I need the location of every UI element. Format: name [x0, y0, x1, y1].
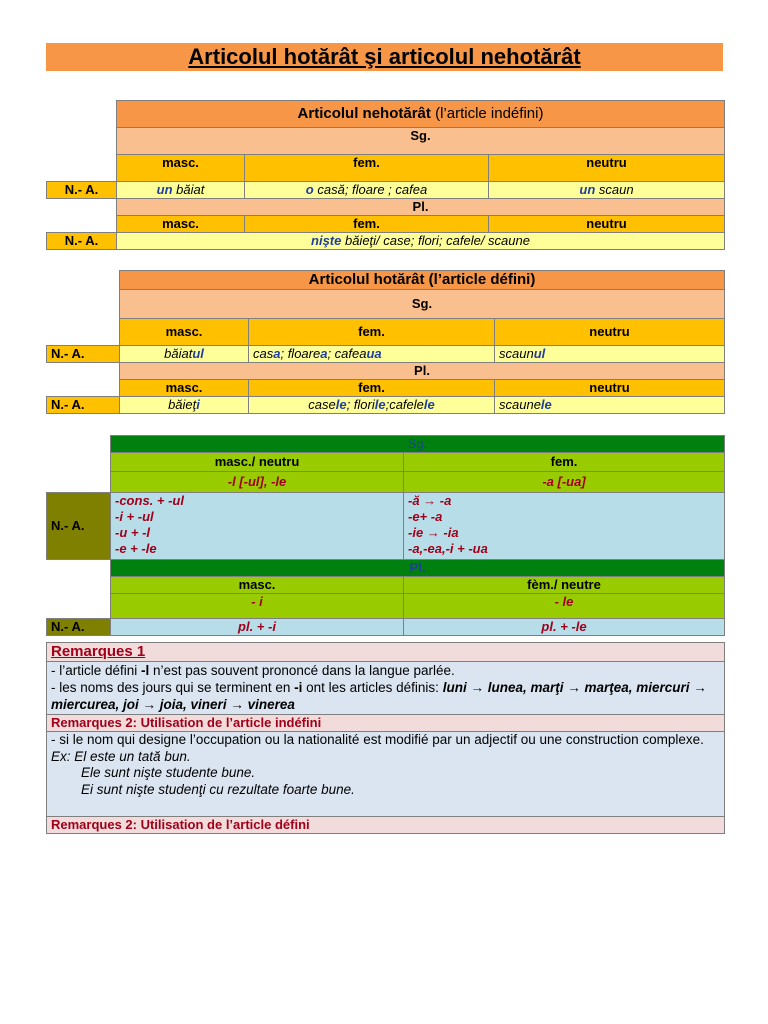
- col-neutru: neutru: [489, 216, 725, 233]
- rule: -ă → -a: [408, 493, 452, 508]
- sg-fem-ending: -a [-ua]: [404, 472, 725, 493]
- cell-pl-neu: scaunele: [495, 397, 725, 414]
- sg-label: Sg.: [111, 436, 725, 453]
- col-masc: masc.: [111, 577, 404, 594]
- row-na: N.- A.: [47, 493, 111, 560]
- endings-table: [46, 435, 725, 636]
- masc-rules: [111, 493, 404, 560]
- rule: -i + -ul: [115, 509, 154, 524]
- col-fem-neutre: fèm./ neutre: [404, 577, 725, 594]
- cell-sg-neu: scaunul: [495, 346, 725, 363]
- rule: -e+ -a: [408, 509, 443, 524]
- sg-masc-ending: -l [-ul], -le: [111, 472, 404, 493]
- col-neutru: neutru: [495, 380, 725, 397]
- cell-pl-fem: casele; florile;cafelele: [249, 397, 495, 414]
- sg-label: Sg.: [120, 290, 725, 319]
- remarks-table: [46, 642, 725, 834]
- pl-label: Pl.: [111, 560, 725, 577]
- col-fem: fem.: [245, 216, 489, 233]
- rule: -ie → -ia: [408, 525, 459, 540]
- remarks-1-body: - l’article défini -l n’est pas souvent prononcé dans la langue parlée. - les noms des jours qui se terminent en -i ont les articles définis: luni → lunea, marţi → marţea, miercuri → miercurea, joi → joia, vineri → vinerea: [47, 662, 725, 715]
- remarks-1-title: Remarques 1: [47, 643, 725, 662]
- pl-masc-ending: - i: [111, 594, 404, 619]
- remarks-2-body: - si le nom qui designe l’occupation ou la nationalité est modifié par un adjectif ou une construction complexe. Ex: El este un tată bun. Ele sunt nişte studente bune. Ei sunt nişte studenţi cu rezultate foarte bune.: [47, 732, 725, 817]
- pl-masc-rule: pl. + -i: [111, 619, 404, 636]
- col-fem: fem.: [249, 380, 495, 397]
- col-masc: masc.: [117, 216, 245, 233]
- rule: -u + -l: [115, 525, 151, 540]
- cell-pl: nişte băieţi/ case; flori; cafele/ scaune: [117, 233, 725, 250]
- col-masc: masc.: [120, 380, 249, 397]
- col-masc-neutru: masc./ neutru: [111, 453, 404, 472]
- col-neutru: neutru: [489, 155, 725, 182]
- cell-sg-masc: băiatul: [120, 346, 249, 363]
- page-title: Articolul hotărât şi articolul nehotărât: [46, 43, 723, 71]
- definite-article-table: [46, 270, 725, 414]
- rule: -cons. + -ul: [115, 493, 184, 508]
- row-na: N.- A.: [47, 619, 111, 636]
- remarks-2-title: Remarques 2: Utilisation de l’article indéfini: [47, 715, 725, 732]
- col-fem: fem.: [245, 155, 489, 182]
- rule: -a,-ea,-i + -ua: [408, 541, 488, 556]
- col-neutru: neutru: [495, 319, 725, 346]
- cell-sg-fem: o casă; floare ; cafea: [245, 182, 489, 199]
- indefinite-header: Articolul nehotărât (l’article indéfini): [117, 101, 725, 128]
- cell-pl-masc: băieţi: [120, 397, 249, 414]
- pl-fem-ending: - le: [404, 594, 725, 619]
- definite-header: Articolul hotărât (l’article défini): [120, 271, 725, 290]
- col-fem: fem.: [404, 453, 725, 472]
- pl-fem-rule: pl. + -le: [404, 619, 725, 636]
- row-na: N.- A.: [47, 233, 117, 250]
- cell-sg-masc: un băiat: [117, 182, 245, 199]
- remarks-3-title: Remarques 2: Utilisation de l’article défini: [47, 817, 725, 834]
- row-na: N.- A.: [47, 182, 117, 199]
- blank-cell: [47, 101, 117, 128]
- col-masc: masc.: [117, 155, 245, 182]
- col-masc: masc.: [120, 319, 249, 346]
- pl-label: Pl.: [120, 363, 725, 380]
- pl-label: Pl.: [117, 199, 725, 216]
- cell-sg-fem: casa; floarea; cafeaua: [249, 346, 495, 363]
- rule: -e + -le: [115, 541, 157, 556]
- cell-sg-neu: un scaun: [489, 182, 725, 199]
- fem-rules: [404, 493, 725, 560]
- row-na: N.- A.: [47, 397, 120, 414]
- sg-label: Sg.: [117, 128, 725, 155]
- row-na: N.- A.: [47, 346, 120, 363]
- col-fem: fem.: [249, 319, 495, 346]
- indefinite-article-table: [46, 100, 725, 250]
